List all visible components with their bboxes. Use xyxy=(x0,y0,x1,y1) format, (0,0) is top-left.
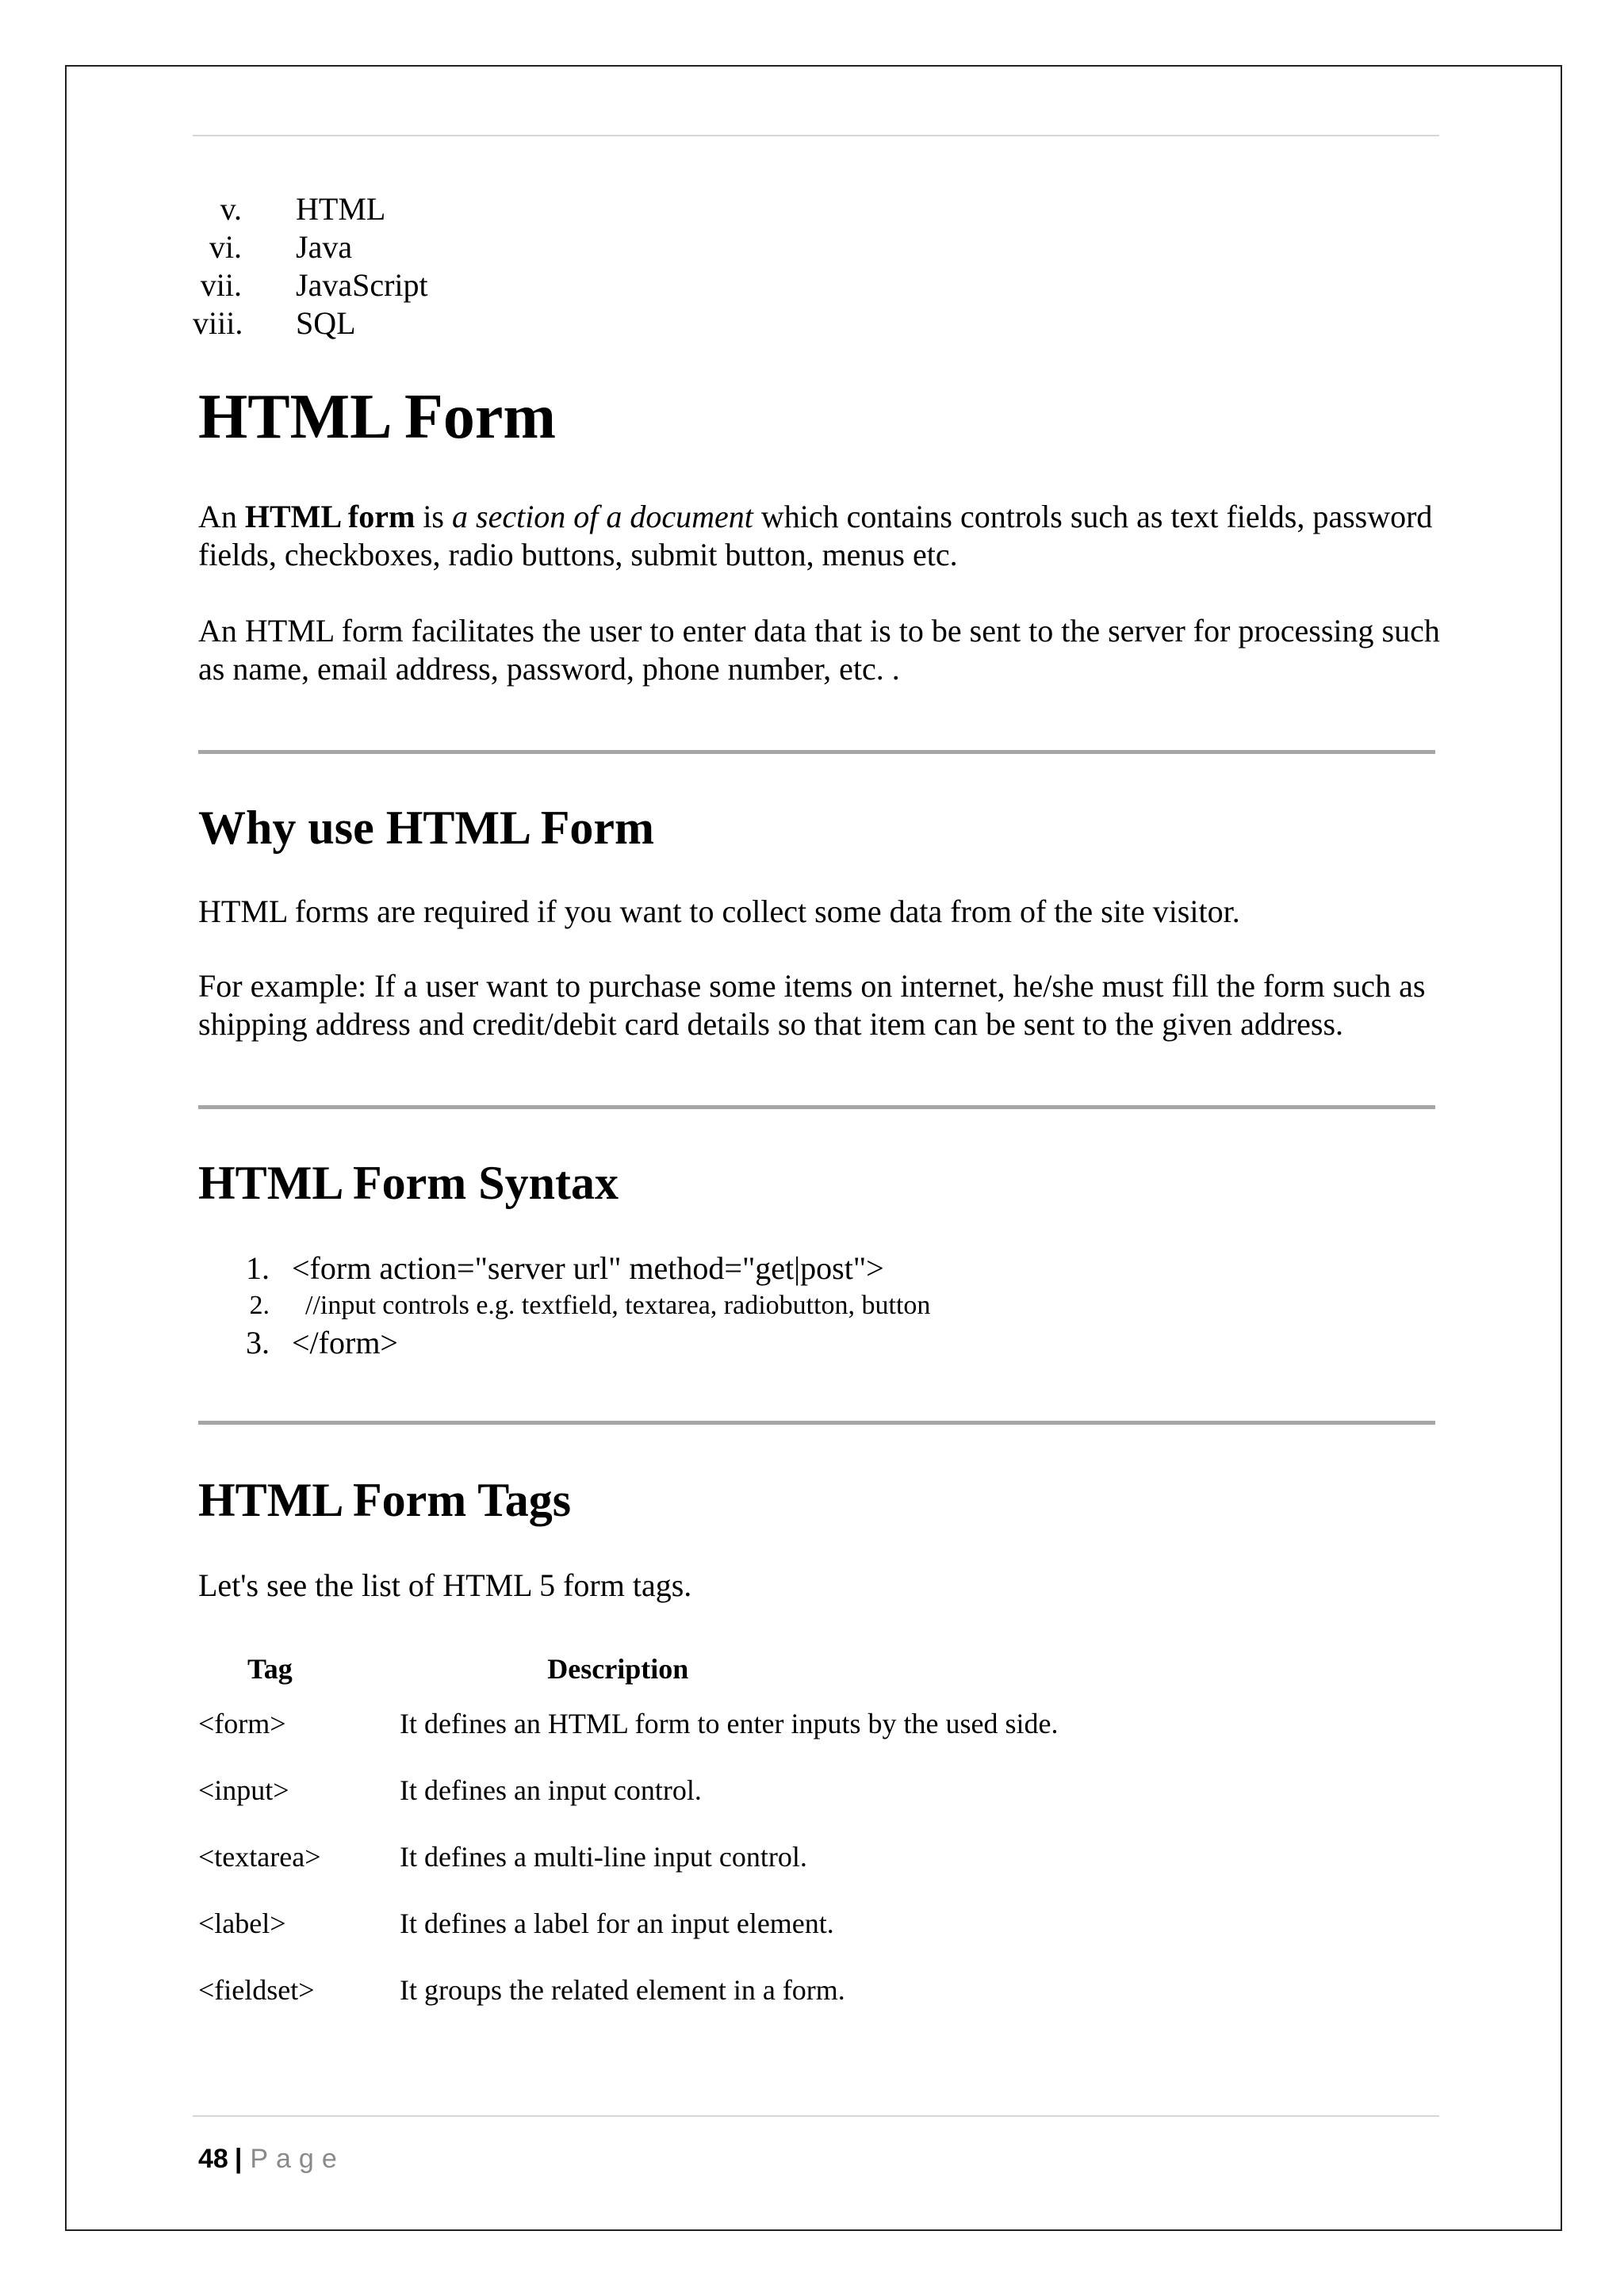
description-cell: It defines an input control. xyxy=(400,1774,702,1806)
table-header-row xyxy=(198,1647,1058,1690)
text-run: which contains controls such as text fields, password fields, checkboxes, radio buttons, submit button, menus etc. xyxy=(198,499,1433,572)
line-number: 3. xyxy=(246,1325,270,1360)
tag-cell: <form> xyxy=(198,1708,286,1739)
section-divider xyxy=(198,1105,1435,1109)
form-purpose-paragraph: An HTML form facilitates the user to enter data that is to be sent to the server for processing such as name, email address, password, phone number, etc. . xyxy=(198,613,1440,687)
description-cell: It groups the related element in a form. xyxy=(400,1974,845,2006)
tags-intro: Let's see the list of HTML 5 form tags. xyxy=(198,1567,692,1603)
line-number: 2. xyxy=(249,1291,270,1320)
table-row xyxy=(198,1757,1058,1823)
list-item xyxy=(193,190,428,228)
page-label: Page xyxy=(250,2144,345,2174)
form-intro-paragraph xyxy=(198,498,1467,574)
page-title: HTML Form xyxy=(198,382,557,452)
list-number: viii. xyxy=(193,305,243,341)
list-text: SQL xyxy=(296,305,356,341)
table-row xyxy=(198,1823,1058,1890)
section-heading-tags: HTML Form Tags xyxy=(198,1474,572,1526)
description-cell: It defines a multi-line input control. xyxy=(400,1841,807,1873)
tag-cell: <fieldset> xyxy=(198,1974,315,2006)
column-header-tag: Tag xyxy=(247,1653,293,1685)
section-heading-why: Why use HTML Form xyxy=(198,802,655,854)
page-footer xyxy=(198,2144,345,2175)
code-text: <form action="server url" method="get|post"> xyxy=(292,1250,884,1286)
list-text: HTML xyxy=(296,191,386,227)
table-row xyxy=(198,1690,1058,1757)
code-line xyxy=(198,1324,930,1362)
code-line xyxy=(198,1288,930,1324)
header-rule xyxy=(193,135,1439,136)
roman-list xyxy=(193,190,428,342)
column-header-description: Description xyxy=(547,1653,689,1685)
description-cell: It defines a label for an input element. xyxy=(400,1908,834,1939)
footer-rule xyxy=(193,2115,1439,2117)
form-tags-table xyxy=(198,1647,1058,2023)
code-line xyxy=(198,1249,930,1288)
tag-cell: <input> xyxy=(198,1774,289,1806)
tag-cell: <label> xyxy=(198,1908,286,1939)
table-row xyxy=(198,1957,1058,2023)
why-paragraph-2: For example: If a user want to purchase some items on internet, he/she must fill the form such as shipping address and credit/debit card details so that item can be sent to the given address. xyxy=(198,968,1426,1042)
line-number: 1. xyxy=(246,1250,270,1286)
footer-separator: | xyxy=(234,2144,243,2174)
table-row xyxy=(198,1890,1058,1957)
description-cell: It defines an HTML form to enter inputs by the used side. xyxy=(400,1708,1059,1739)
italic-phrase: a section of a document xyxy=(452,499,753,534)
section-divider xyxy=(198,1421,1435,1425)
bold-term: HTML form xyxy=(244,499,416,534)
list-item xyxy=(193,228,428,266)
syntax-code-list xyxy=(198,1249,930,1362)
section-heading-syntax: HTML Form Syntax xyxy=(198,1157,619,1209)
list-text: Java xyxy=(296,229,353,265)
text-run: is xyxy=(415,499,452,534)
list-text: JavaScript xyxy=(296,267,428,303)
why-paragraph-1: HTML forms are required if you want to collect some data from of the site visitor. xyxy=(198,894,1240,929)
section-divider xyxy=(198,750,1435,754)
code-text: </form> xyxy=(292,1325,398,1360)
page-number: 48 xyxy=(198,2144,228,2174)
tag-cell: <textarea> xyxy=(198,1841,321,1873)
text-run: An xyxy=(198,499,245,534)
list-item xyxy=(193,304,428,342)
list-item xyxy=(193,266,428,304)
list-number: vii. xyxy=(200,267,242,303)
list-number: v. xyxy=(220,191,242,227)
code-text: //input controls e.g. textfield, textarea, radiobutton, button xyxy=(292,1291,931,1320)
list-number: vi. xyxy=(209,229,242,265)
